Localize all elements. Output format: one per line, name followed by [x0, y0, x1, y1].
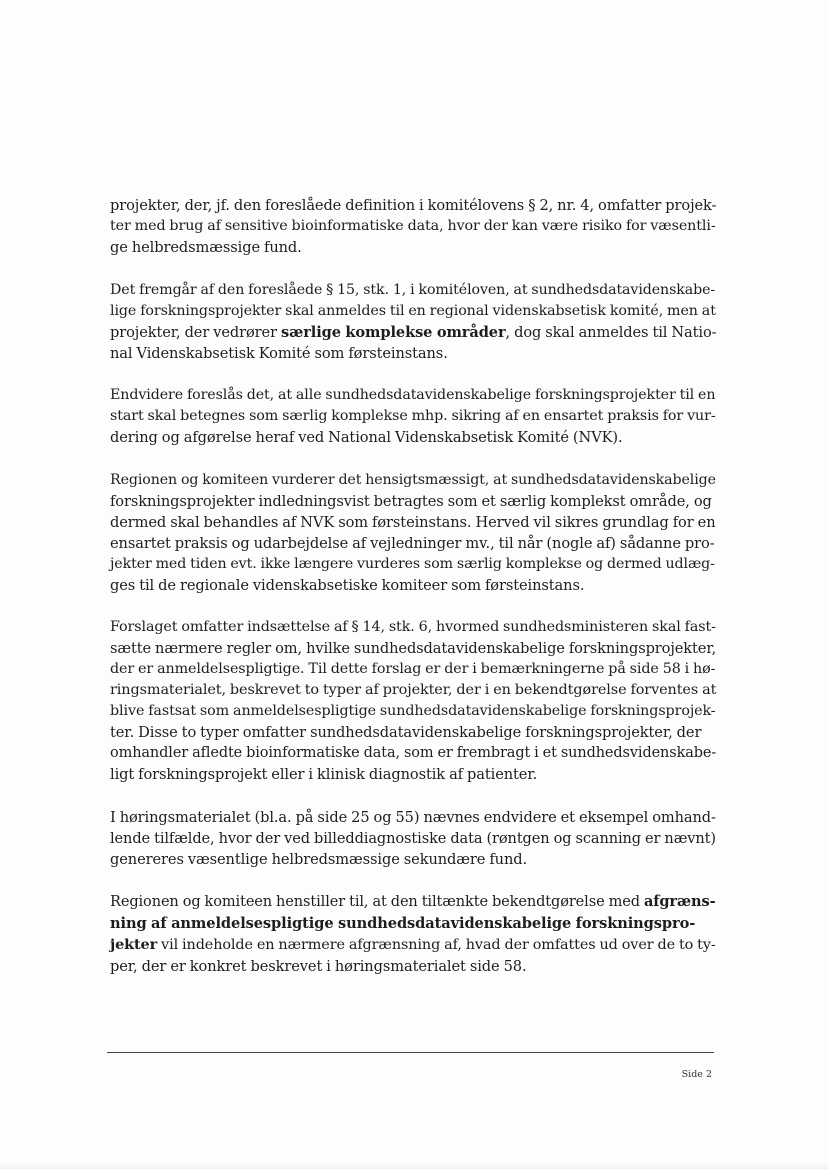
text-line — [110, 216, 714, 237]
text-segment: ringsmaterialet, beskrevet to typer af projekter, der i en bekendtgørelse forventes at — [110, 682, 717, 698]
text-segment: dering og afgørelse heraf ved National Videnskabsetisk Komité (NVK). — [110, 429, 623, 446]
text-segment: blive fastsat som anmeldelsespligtige sundhedsdatavidenskabelige forskningsprojek- — [110, 703, 716, 719]
text-segment: omhandler afledte bioinformatiske data, som er frembragt i et sundhedsvidenskabe- — [110, 745, 717, 761]
text-segment: lende tilfælde, hvor der ved billeddiagnostiske data (røntgen og scanning er nævnt) — [110, 829, 716, 847]
text-line — [110, 343, 714, 364]
text-segment: I høringsmaterialet (bl.a. på side 25 og 55) nævnes endvidere et eksempel omhand- — [110, 808, 716, 826]
text-segment: der er anmeldelsespligtige. Til dette forslag er der i bemærkningerne på side 58 i hø- — [110, 661, 716, 677]
text-line — [110, 956, 714, 977]
text-segment: Forslaget omfatter indsættelse af § 14, stk. 6, hvormed sundhedsministeren skal fast- — [110, 619, 716, 635]
paragraph — [110, 280, 717, 364]
text-line — [110, 934, 714, 956]
text-line — [110, 512, 714, 533]
text-segment: jekter med tiden evt. ikke længere vurderes som særlig komplekse og dermed udlæg- — [110, 555, 715, 572]
emphasis-text: ning af anmeldelsespligtige sundhedsdatavidenskabelige forskningspro- — [110, 915, 696, 932]
paragraph — [110, 195, 717, 258]
text-line — [110, 554, 714, 575]
text-line — [110, 680, 717, 701]
scan-edge — [0, 1161, 828, 1169]
text-segment: sætte nærmere regler om, hvilke sundhedsdatavidenskabelige forskningsprojekter, — [110, 640, 717, 657]
text-line — [110, 659, 714, 680]
text-line — [110, 195, 717, 216]
text-segment: forskningsprojekter indledningsvist betragtes som et særlig komplekst område, og — [110, 492, 712, 510]
paragraph — [110, 470, 714, 596]
text-segment: Endvidere foreslås det, at alle sundhedsdatavidenskabelige forskningsprojekter til en — [110, 387, 716, 403]
text-line — [110, 301, 714, 322]
text-segment: lige forskningsprojekter skal anmeldes til en regional videnskabsetisk komité, men at — [110, 302, 716, 319]
page-number: Side 2 — [681, 1069, 712, 1080]
text-line — [110, 427, 714, 448]
text-segment: projekter, der vedrører — [110, 323, 281, 341]
text-segment: start skal betegnes som særlig komplekse mhp. sikring af en ensartet praksis for vur- — [110, 408, 716, 424]
text-line — [110, 280, 714, 301]
emphasis-text: særlige komplekse områder — [280, 323, 506, 341]
paragraph — [110, 807, 714, 870]
text-line — [110, 764, 714, 785]
text-segment: , dog skal anmeldes til Natio- — [505, 323, 717, 341]
text-line — [110, 322, 717, 343]
text-line — [110, 491, 714, 512]
text-line — [110, 617, 714, 638]
text-segment: Regionen og komiteen henstiller til, at den tiltænkte bekendtgørelse med — [110, 894, 644, 910]
text-line — [110, 743, 717, 764]
text-line — [110, 638, 717, 659]
text-line — [110, 807, 714, 828]
text-segment: genereres væsentlige helbredsmæssige sekundære fund. — [110, 850, 528, 868]
footer-divider — [107, 1052, 714, 1053]
text-segment: ges til de regionale videnskabsetiske komiteer som førsteinstans. — [110, 576, 585, 594]
text-segment: ligt forskningsprojekt eller i klinisk diagnostik af patienter. — [110, 766, 538, 783]
text-line — [110, 701, 714, 722]
text-segment: ge helbredsmæssige fund. — [110, 239, 302, 256]
text-segment: Regionen og komiteen vurderer det hensigtsmæssigt, at sundhedsdatavidenskabelige — [110, 471, 716, 488]
paragraph — [110, 385, 714, 448]
text-line — [110, 406, 714, 427]
emphasis-text: afgræns- — [643, 893, 716, 910]
text-line — [110, 849, 714, 870]
text-segment: ensartet praksis og udarbejdelse af vejledninger mv., til når (nogle af) sådanne pro- — [110, 534, 715, 552]
text-segment: Det fremgår af den foreslåede § 15, stk. 1, i komitéloven, at sundhedsdatavidenskabe- — [110, 281, 716, 298]
document-body — [110, 195, 717, 999]
emphasis-text: jekter — [110, 936, 158, 953]
text-line — [110, 722, 714, 743]
text-segment: per, der er konkret beskrevet i høringsmaterialet side 58. — [110, 958, 527, 975]
text-line — [110, 891, 714, 913]
text-segment: ter med brug af sensitive bioinformatiske data, hvor der kan være risiko for væsentli- — [110, 218, 716, 234]
text-line — [110, 385, 714, 406]
text-segment: dermed skal behandles af NVK som førsteinstans. Herved vil sikres grundlag for en — [110, 513, 716, 531]
paragraph — [110, 617, 717, 785]
text-segment: projekter, der, jf. den foreslåede definition i komitélovens § 2, nr. 4, omfatter projek- — [110, 197, 717, 214]
text-line — [110, 828, 714, 849]
text-line — [110, 913, 714, 934]
text-segment: nal Videnskabsetisk Komité som førsteinstans. — [110, 344, 448, 362]
text-line — [110, 237, 714, 258]
text-line — [110, 470, 714, 491]
paragraph — [110, 891, 714, 977]
text-segment: ter. Disse to typer omfatter sundhedsdatavidenskabelige forskningsprojekter, der — [110, 724, 702, 741]
text-line — [110, 575, 714, 596]
text-segment: vil indeholde en nærmere afgrænsning af, hvad der omfattes ud over de to ty- — [157, 937, 716, 953]
text-line — [110, 533, 714, 554]
